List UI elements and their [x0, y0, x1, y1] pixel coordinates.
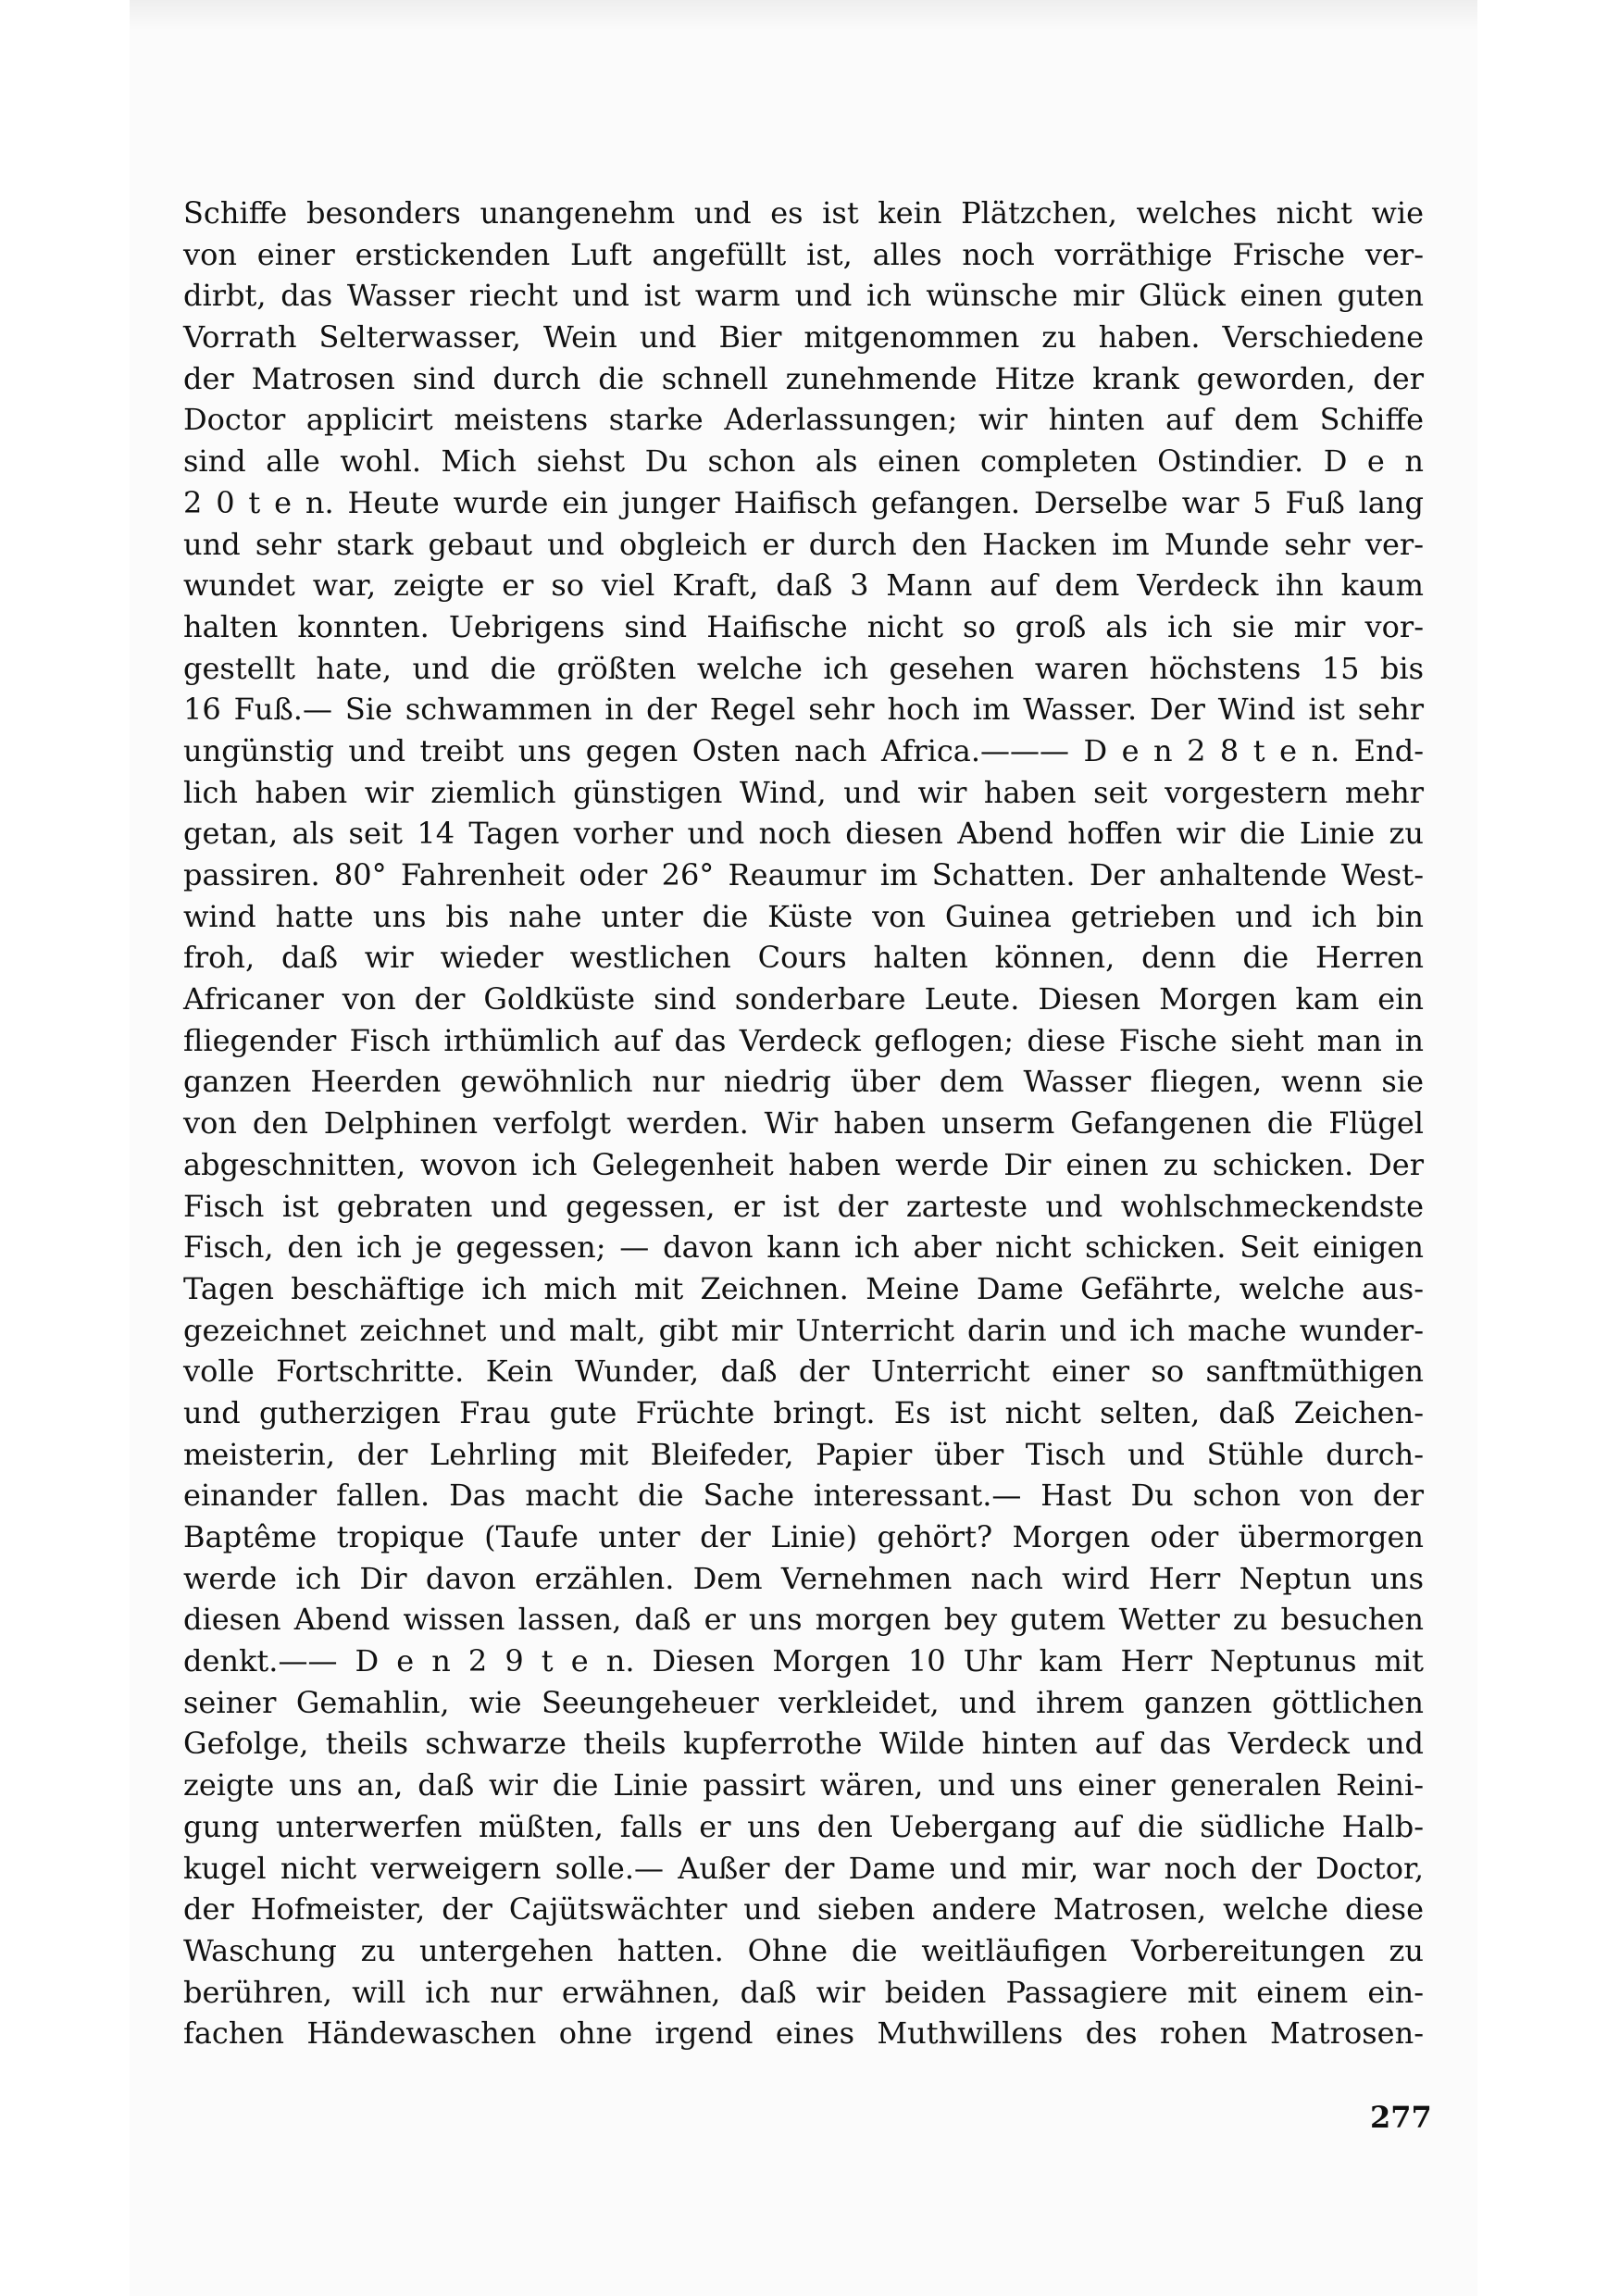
body-text: [183, 193, 1424, 2054]
text-line: kugel nicht verweigern solle.— Außer der Dame und mir, war noch der Doctor,: [183, 1850, 1424, 1886]
text-line: gezeichnet zeichnet und malt, gibt mir Unterricht darin und ich mache wunder-: [183, 1312, 1424, 1348]
text-line: von den Delphinen verfolgt werden. Wir haben unserm Gefangenen die Flügel: [183, 1105, 1424, 1142]
text-line: ganzen Heerden gewöhnlich nur niedrig über dem Wasser fliegen, wenn sie: [183, 1064, 1424, 1100]
text-line: gestellt hate, und die größten welche ich gesehen waren höchstens 15 bis: [183, 650, 1424, 686]
text-line: halten konnten. Uebrigens sind Haifische nicht so groß als ich sie mir vor-: [183, 608, 1424, 644]
text-line: meisterin, der Lehrling mit Bleifeder, Papier über Tisch und Stühle durch-: [183, 1436, 1424, 1472]
text-line: Gefolge, theils schwarze theils kupferrothe Wilde hinten auf das Verdeck und: [183, 1726, 1424, 1762]
text-line: Tagen beschäftige ich mich mit Zeichnen. Meine Dame Gefährte, welche aus-: [183, 1270, 1424, 1306]
text-line: der Hofmeister, der Cajütswächter und sieben andere Matrosen, welche diese: [183, 1891, 1424, 1928]
text-line: lich haben wir ziemlich günstigen Wind, und wir haben seit vorgestern mehr: [183, 774, 1424, 810]
text-line: einander fallen. Das macht die Sache interessant.— Hast Du schon von der: [183, 1478, 1424, 1514]
text-line: Africaner von der Goldküste sind sonderbare Leute. Diesen Morgen kam ein: [183, 981, 1424, 1017]
text-line: Schiffe besonders unangenehm und es ist kein Plätzchen, welches nicht wie: [183, 195, 1424, 231]
text-line: volle Fortschritte. Kein Wunder, daß der Unterricht einer so sanftmüthigen: [183, 1354, 1424, 1390]
text-line: Waschung zu untergehen hatten. Ohne die weitläufigen Vorbereitungen zu: [183, 1932, 1424, 1968]
text-line: seiner Gemahlin, wie Seeungeheuer verkleidet, und ihrem ganzen göttlichen: [183, 1684, 1424, 1720]
text-line: von einer erstickenden Luft angefüllt ist, alles noch vorräthige Frische ver-: [183, 236, 1424, 272]
text-line: 16 Fuß.— Sie schwammen in der Regel sehr hoch im Wasser. Der Wind ist sehr: [183, 692, 1424, 728]
text-line: froh, daß wir wieder westlichen Cours halten können, denn die Herren: [183, 940, 1424, 976]
text-line: wundet war, zeigte er so viel Kraft, daß 3 Mann auf dem Verdeck ihn kaum: [183, 568, 1424, 604]
text-line: 2 0 t e n. Heute wurde ein junger Haifisch gefangen. Derselbe war 5 Fuß lang: [183, 484, 1424, 520]
text-line: berühren, will ich nur erwähnen, daß wir beiden Passagiere mit einem ein-: [183, 1974, 1424, 2010]
text-line: werde ich Dir davon erzählen. Dem Vernehmen nach wird Herr Neptun uns: [183, 1560, 1424, 1596]
text-line: passiren. 80° Fahrenheit oder 26° Reaumur im Schatten. Der anhaltende West-: [183, 857, 1424, 892]
text-line: fachen Händewaschen ohne irgend eines Muthwillens des rohen Matrosen-: [183, 2015, 1424, 2052]
text-line: Fisch, den ich je gegessen; — davon kann ich aber nicht schicken. Seit einigen: [183, 1229, 1424, 1266]
text-line: Vorrath Selterwasser, Wein und Bier mitgenommen zu haben. Verschiedene: [183, 319, 1424, 356]
text-line: diesen Abend wissen lassen, daß er uns morgen bey gutem Wetter zu besuchen: [183, 1602, 1424, 1638]
text-line: ungünstig und treibt uns gegen Osten nach Africa.——— D e n 2 8 t e n. End-: [183, 732, 1424, 768]
text-line: sind alle wohl. Mich siehst Du schon als einen completen Ostindier. D e n: [183, 443, 1424, 480]
text-line: Baptême tropique (Taufe unter der Linie) gehört? Morgen oder übermorgen: [183, 1519, 1424, 1554]
text-line: der Matrosen sind durch die schnell zunehmende Hitze krank geworden, der: [183, 360, 1424, 396]
text-line: und gutherzigen Frau gute Früchte bringt. Es ist nicht selten, daß Zeichen-: [183, 1394, 1424, 1430]
text-line: gung unterwerfen müßten, falls er uns den Uebergang auf die südliche Halb-: [183, 1808, 1424, 1844]
text-line: Doctor applicirt meistens starke Aderlassungen; wir hinten auf dem Schiffe: [183, 402, 1424, 438]
text-line: abgeschnitten, wovon ich Gelegenheit haben werde Dir einen zu schicken. Der: [183, 1146, 1424, 1182]
text-line: zeigte uns an, daß wir die Linie passirt wären, und uns einer generalen Reini-: [183, 1767, 1424, 1803]
page-top-shadow: [130, 0, 1477, 30]
text-line: dirbt, das Wasser riecht und ist warm und ich wünsche mir Glück einen guten: [183, 278, 1424, 314]
text-line: und sehr stark gebaut und obgleich er durch den Hacken im Munde sehr ver-: [183, 526, 1424, 562]
page-number: 277: [1370, 2100, 1432, 2135]
text-line: Fisch ist gebraten und gegessen, er ist der zarteste und wohlschmeckendste: [183, 1188, 1424, 1224]
text-line: wind hatte uns bis nahe unter die Küste von Guinea getrieben und ich bin: [183, 898, 1424, 934]
text-line: denkt.—— D e n 2 9 t e n. Diesen Morgen 10 Uhr kam Herr Neptunus mit: [183, 1643, 1424, 1679]
text-line: getan, als seit 14 Tagen vorher und noch diesen Abend hoffen wir die Linie zu: [183, 816, 1424, 852]
text-line: fliegender Fisch irthümlich auf das Verdeck geflogen; diese Fische sieht man in: [183, 1022, 1424, 1058]
